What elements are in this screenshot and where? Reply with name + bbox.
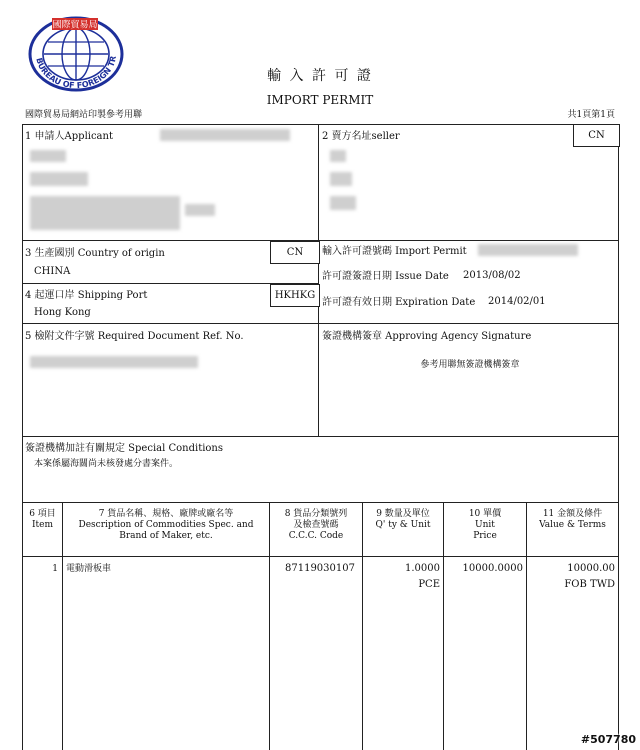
redacted-applicant-line2 [30, 172, 88, 186]
title-chinese: 輸 入 許 可 證 [267, 68, 373, 84]
issue-date-value: 2013/08/02 [463, 270, 521, 281]
frame-top [22, 124, 619, 125]
signature-label: 簽證機構簽章 Approving Agency Signature [322, 331, 532, 342]
header-quantity: 9 數量及單位 Q' ty & Unit [375, 509, 431, 530]
documents-label: 5 檢附文件字號 Required Document Ref. No. [25, 331, 244, 342]
globe-seal-icon [22, 14, 128, 92]
port-value: Hong Kong [34, 307, 91, 318]
divider-h4 [22, 436, 619, 437]
redacted-applicant-line1 [30, 150, 66, 162]
redacted-seller-3 [330, 196, 356, 210]
origin-label: 3 生產國別 Country of origin [25, 248, 165, 259]
frame-right [618, 124, 619, 750]
frame-left [22, 124, 23, 750]
header-note: 國際貿易局網站印製參考用聯 [25, 110, 143, 120]
divider-h1 [22, 240, 619, 241]
seller-label: 2 賣方名址seller [322, 131, 400, 142]
redacted-applicant-address-2 [185, 204, 215, 216]
redacted-applicant-address [30, 196, 180, 230]
row-quantity: 1.0000 [405, 563, 440, 574]
svg-text:國際貿易局: 國際貿易局 [52, 20, 98, 31]
applicant-label: 1 申請人Applicant [25, 131, 113, 142]
page-count: 共1頁第1頁 [567, 110, 615, 120]
redacted-applicant-name [160, 129, 290, 141]
redacted-seller-1 [330, 150, 346, 162]
watermark-id: #507780 [580, 733, 636, 746]
permit-number-label: 輸入許可證號碼 Import Permit [322, 246, 467, 257]
expiry-date-value: 2014/02/01 [488, 296, 546, 307]
header-ccc-code: 8 貨品分類號列 及檢查號碼 C.C.C. Code [284, 509, 348, 541]
col-line-3 [362, 502, 363, 750]
svg-text:BUREAU OF FOREIGN TRADE: BUREAU OF FOREIGN TR [34, 55, 119, 91]
row-unit-price: 10000.0000 [462, 563, 523, 574]
port-label: 4 起運口岸 Shipping Port [25, 290, 148, 301]
conditions-label: 簽證機構加註有關規定 Special Conditions [25, 443, 224, 454]
header-item: 6 項目 Item [29, 509, 56, 530]
conditions-text: 本案係屬海關尚未核發處分書案件。 [34, 459, 179, 469]
row-unit: PCE [418, 579, 440, 590]
divider-h3 [22, 323, 619, 324]
origin-code-box: CN [270, 241, 320, 264]
issue-date-label: 許可證簽證日期 Issue Date [322, 271, 449, 282]
redacted-seller-2 [330, 172, 352, 186]
signature-note: 參考用聯無簽證機構簽章 [420, 360, 520, 370]
row-value: 10000.00 [567, 563, 615, 574]
seller-country-box: CN [573, 124, 620, 147]
bureau-logo [22, 14, 128, 92]
header-description: 7 貨品名稱、規格、廠牌或廠名等 Description of Commodities Spec. and Brand of Maker, etc. [78, 509, 254, 541]
title-english: IMPORT PERMIT [266, 93, 374, 107]
redacted-permit-number [478, 244, 578, 256]
row-ccc-code: 87119030107 [285, 563, 355, 574]
origin-value: CHINA [34, 266, 71, 277]
divider-h6 [22, 556, 619, 557]
header-unit-price: 10 單價 Unit Price [468, 509, 502, 541]
port-code-box: HKHKG [270, 284, 320, 307]
row-terms: FOB TWD [564, 579, 615, 590]
divider-h5 [22, 502, 619, 503]
expiry-date-label: 許可證有效日期 Expiration Date [322, 297, 476, 308]
row-item: 1 [52, 564, 58, 574]
col-line-5 [526, 502, 527, 750]
row-description: 電動滑板車 [66, 564, 112, 574]
redacted-document-ref [30, 356, 198, 368]
divider-mid-upper [318, 124, 319, 436]
header-value: 11 金額及條件 Value & Terms [539, 509, 606, 530]
